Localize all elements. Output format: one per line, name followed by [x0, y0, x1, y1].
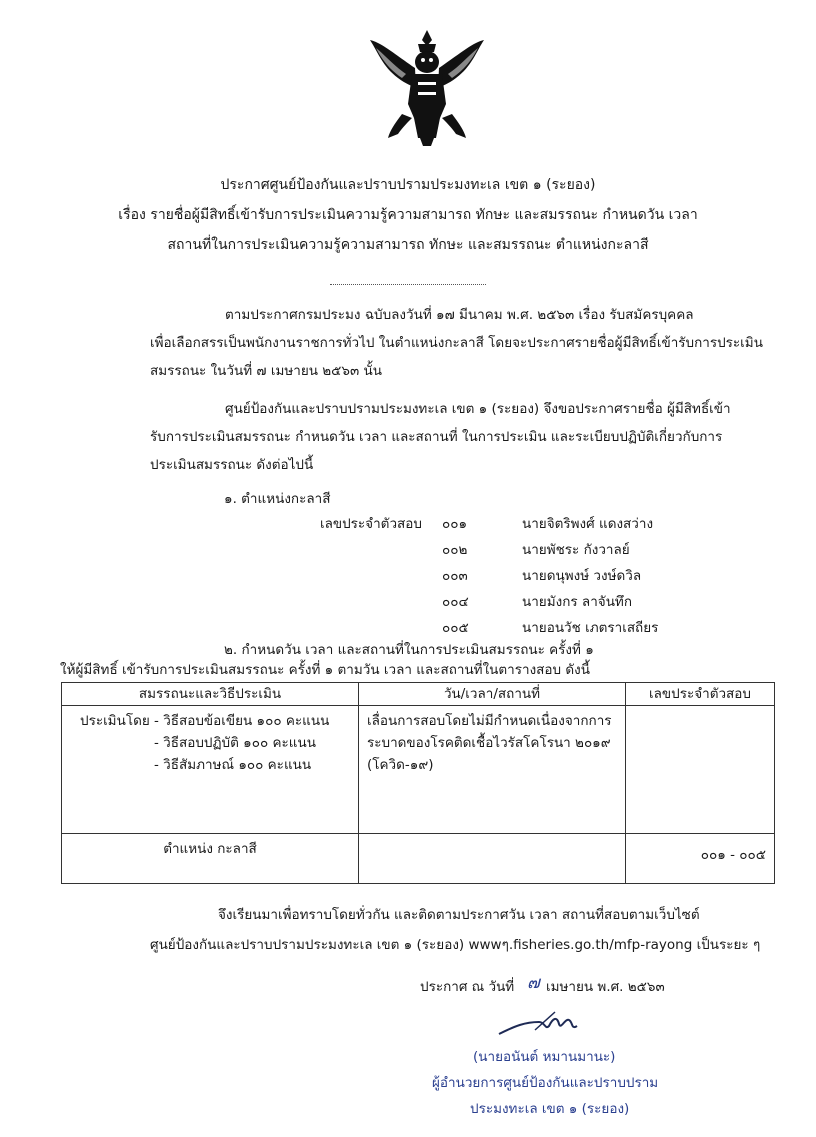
candidate-name: นายจิตริพงศ์ แดงสว่าง — [522, 516, 654, 532]
candidate-id: ๐๐๑ — [442, 516, 468, 532]
table-row — [62, 834, 775, 884]
signatory-title-1: ผู้อำนวยการศูนย์ป้องกันและปราบปราม — [432, 1075, 659, 1091]
date-suffix: เมษายน พ.ศ. ๒๕๖๓ — [546, 979, 665, 995]
candidate-name: นายอนวัช เภตราเสถียร — [522, 620, 659, 636]
para2-line-1: ศูนย์ป้องกันและปราบปรามประมงทะเล เขต ๑ (ระยอง) จึงขอประกาศรายชื่อ ผู้มีสิทธิ์เข้า — [225, 401, 731, 417]
position-cell: ตำแหน่ง กะลาสี — [62, 834, 359, 884]
table-header-row — [62, 683, 775, 706]
column-header: วัน/เวลา/สถานที่ — [359, 683, 626, 706]
schedule-line: เลื่อนการสอบโดยไม่มีกำหนดเนื่องจากการ — [367, 713, 612, 729]
exam-id-cell — [626, 706, 775, 834]
header-line-1: ประกาศศูนย์ป้องกันและปราบปรามประมงทะเล เขต ๑ (ระยอง) — [220, 177, 596, 193]
method-item: - วิธีสอบปฏิบัติ ๑๐๐ คะแนน — [154, 735, 316, 751]
schedule-line: ระบาดของโรคติดเชื้อไวรัสโคโรนา ๒๐๑๙ — [367, 735, 611, 751]
date-prefix: ประกาศ ณ วันที่ — [420, 979, 515, 995]
method-item: ประเมินโดย - วิธีสอบข้อเขียน ๑๐๐ คะแนน — [80, 713, 330, 729]
para1-line-1: ตามประกาศกรมประมง ฉบับลงวันที่ ๑๗ มีนาคม พ.ศ. ๒๕๖๓ เรื่อง รับสมัครบุคคล — [225, 307, 694, 323]
method-item: - วิธีสัมภาษณ์ ๑๐๐ คะแนน — [154, 757, 312, 773]
signatory-name: (นายอนันต์ หมานมานะ) — [473, 1049, 616, 1065]
section2-intro: ให้ผู้มีสิทธิ์ เข้ารับการประเมินสมรรถนะ ครั้งที่ ๑ ตามวัน เวลา และสถานที่ในตารางสอบ ดังนี้ — [60, 662, 590, 678]
section2-title: ๒. กำหนดวัน เวลา และสถานที่ในการประเมินสมรรถนะ ครั้งที่ ๑ — [224, 642, 594, 658]
closing-line-2: ศูนย์ป้องกันและปราบปรามประมงทะเล เขต ๑ (ระยอง) wwwๆ.fisheries.go.th/mfp-rayong เป็นระยะ ๆ — [150, 937, 761, 953]
signature-mark — [495, 1000, 595, 1040]
header-divider — [330, 284, 486, 285]
schedule-cell — [359, 706, 626, 834]
exam-schedule-table — [61, 682, 775, 884]
candidate-name: นายดนุพงษ์ วงษ์ดวิล — [522, 568, 642, 584]
closing-line-1: จึงเรียนมาเพื่อทราบโดยทั่วกัน และติดตามประกาศวัน เวลา สถานที่สอบตามเว็บไซต์ — [218, 907, 700, 923]
empty-cell — [359, 834, 626, 884]
candidate-name: นายพัชระ กังวาลย์ — [522, 542, 630, 558]
garuda-emblem — [362, 22, 492, 152]
id-range-cell: ๐๐๑ - ๐๐๕ — [626, 834, 775, 884]
header-line-3: สถานที่ในการประเมินความรู้ความสามารถ ทักษะ และสมรรถนะ ตำแหน่งกะลาสี — [167, 237, 649, 253]
para1-line-3: สมรรถนะ ในวันที่ ๗ เมษายน ๒๕๖๓ นั้น — [150, 363, 382, 379]
candidate-id: ๐๐๕ — [442, 620, 469, 636]
candidate-id: ๐๐๓ — [442, 568, 468, 584]
table-row — [62, 706, 775, 834]
exam-id-label: เลขประจำตัวสอบ — [320, 516, 422, 532]
section1-title: ๑. ตำแหน่งกะลาสี — [224, 491, 331, 507]
schedule-line: (โควิด-๑๙) — [367, 757, 434, 773]
candidate-id: ๐๐๒ — [442, 542, 468, 558]
candidate-name: นายมังกร ลาจันทึก — [522, 594, 632, 610]
para1-line-2: เพื่อเลือกสรรเป็นพนักงานราชการทั่วไป ในตำแหน่งกะลาสี โดยจะประกาศรายชื่อผู้มีสิทธิ์เข้ารับการประเมิน — [150, 335, 763, 351]
method-cell — [62, 706, 359, 834]
candidate-id: ๐๐๔ — [442, 594, 469, 610]
column-header: เลขประจำตัวสอบ — [626, 683, 775, 706]
para2-line-2: รับการประเมินสมรรถนะ กำหนดวัน เวลา และสถานที่ ในการประเมิน และระเบียบปฏิบัติเกี่ยวกับการ — [150, 429, 723, 445]
para2-line-3: ประเมินสมรรถนะ ดังต่อไปนี้ — [150, 457, 314, 473]
signatory-title-2: ประมงทะเล เขต ๑ (ระยอง) — [470, 1101, 630, 1117]
column-header: สมรรถนะและวิธีประเมิน — [62, 683, 359, 706]
header-line-2: เรื่อง รายชื่อผู้มีสิทธิ์เข้ารับการประเมินความรู้ความสามารถ ทักษะ และสมรรถนะ กำหนดวัน เวลา — [118, 207, 698, 223]
handwritten-day: ๗ — [527, 973, 540, 993]
